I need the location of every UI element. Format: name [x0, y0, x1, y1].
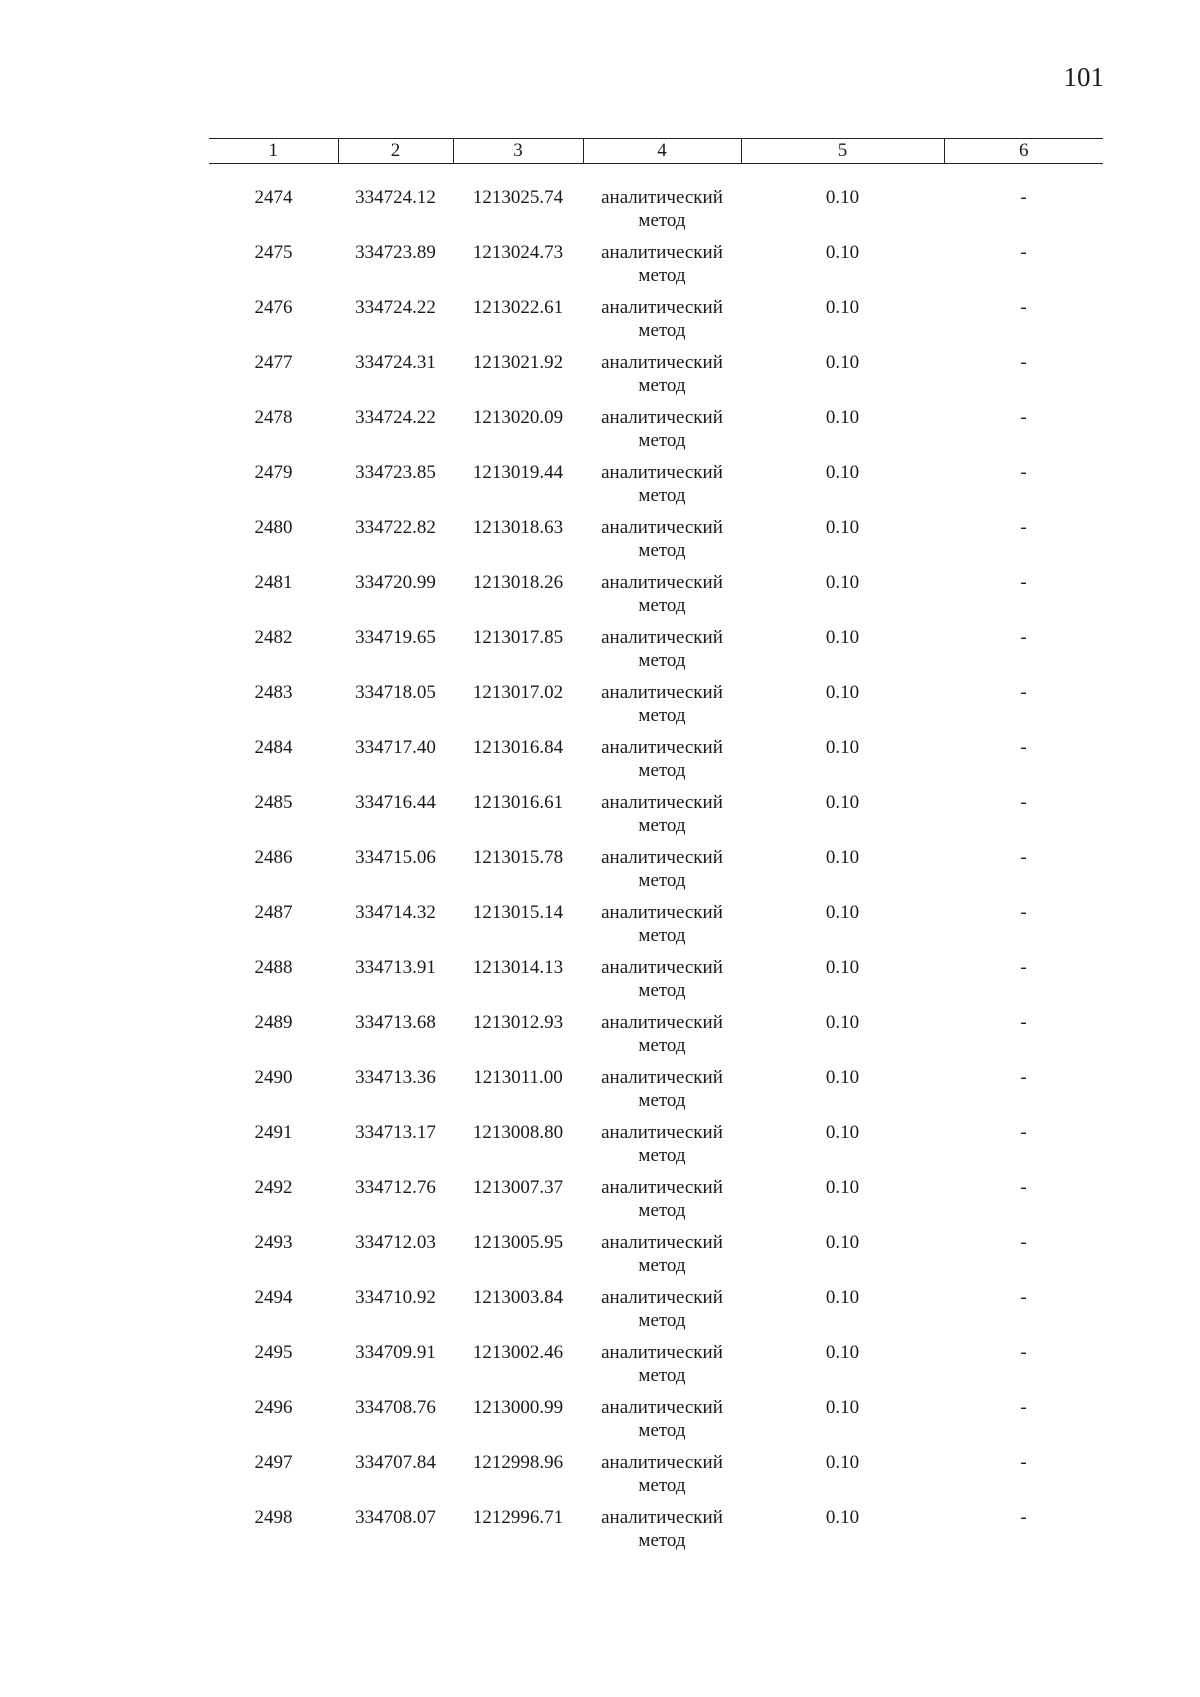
cell-coord-x: 334719.65	[355, 627, 436, 648]
method-line-2: метод	[638, 650, 686, 671]
method-line-2: метод	[638, 1035, 686, 1056]
method-line-2: метод	[638, 485, 686, 506]
table-row	[209, 1011, 1103, 1066]
table-row	[209, 351, 1103, 406]
page-number: 101	[1063, 62, 1104, 92]
method-line-2: метод	[638, 375, 686, 396]
method-line-1: аналитический	[601, 1342, 723, 1363]
cell-coord-x: 334712.03	[355, 1232, 436, 1253]
cell-note: -	[1020, 297, 1027, 318]
cell-method	[583, 571, 741, 626]
method-line-2: метод	[638, 1200, 686, 1221]
cell-coord-x: 334709.91	[355, 1342, 436, 1363]
table-row	[209, 901, 1103, 956]
method-line-2: метод	[638, 870, 686, 891]
cell-accuracy: 0.10	[825, 297, 860, 318]
cell-accuracy: 0.10	[825, 1067, 860, 1088]
cell-note: -	[1020, 407, 1027, 428]
cell-method	[583, 901, 741, 956]
cell-method	[583, 1176, 741, 1231]
method-line-1: аналитический	[601, 352, 723, 373]
method-line-1: аналитический	[601, 517, 723, 538]
cell-coord-y: 1213019.44	[472, 462, 564, 483]
cell-accuracy: 0.10	[825, 242, 860, 263]
method-line-1: аналитический	[601, 1177, 723, 1198]
cell-point-number: 2492	[254, 1177, 293, 1198]
cell-coord-x: 334713.17	[355, 1122, 436, 1143]
cell-accuracy: 0.10	[825, 957, 860, 978]
cell-coord-y: 1213021.92	[472, 352, 564, 373]
method-line-2: метод	[638, 1310, 686, 1331]
cell-accuracy: 0.10	[825, 187, 860, 208]
table-row	[209, 1121, 1103, 1176]
cell-coord-y: 1213003.84	[472, 1287, 564, 1308]
table-body	[209, 164, 1103, 1562]
cell-method	[583, 846, 741, 901]
table-row	[209, 1066, 1103, 1121]
cell-coord-x: 334724.22	[355, 297, 436, 318]
cell-coord-x: 334713.91	[355, 957, 436, 978]
cell-method	[583, 1341, 741, 1396]
table-row	[209, 461, 1103, 516]
method-line-2: метод	[638, 540, 686, 561]
cell-point-number: 2478	[254, 407, 293, 428]
cell-method	[583, 791, 741, 846]
cell-method	[583, 406, 741, 461]
cell-point-number: 2477	[254, 352, 293, 373]
table-row	[209, 1396, 1103, 1451]
method-line-1: аналитический	[601, 242, 723, 263]
cell-note: -	[1020, 1177, 1027, 1198]
cell-coord-y: 1213000.99	[472, 1397, 564, 1418]
cell-note: -	[1020, 572, 1027, 593]
cell-coord-x: 334710.92	[355, 1287, 436, 1308]
column-header: 5	[741, 139, 944, 164]
cell-coord-y: 1213015.78	[472, 847, 564, 868]
coordinates-table	[209, 138, 1103, 1561]
cell-coord-y: 1213007.37	[472, 1177, 564, 1198]
method-line-2: метод	[638, 210, 686, 231]
method-line-1: аналитический	[601, 572, 723, 593]
cell-accuracy: 0.10	[825, 792, 860, 813]
method-line-2: метод	[638, 705, 686, 726]
column-header: 4	[583, 139, 741, 164]
cell-coord-x: 334718.05	[355, 682, 436, 703]
cell-method	[583, 1011, 741, 1066]
method-line-2: метод	[638, 1530, 686, 1551]
table-header	[209, 139, 1103, 164]
cell-point-number: 2493	[254, 1232, 293, 1253]
cell-coord-y: 1213016.84	[472, 737, 564, 758]
cell-method	[583, 296, 741, 351]
cell-accuracy: 0.10	[825, 517, 860, 538]
cell-note: -	[1020, 682, 1027, 703]
cell-point-number: 2475	[254, 242, 293, 263]
cell-accuracy: 0.10	[825, 1012, 860, 1033]
method-line-1: аналитический	[601, 792, 723, 813]
cell-coord-y: 1213015.14	[472, 902, 564, 923]
table-row	[209, 1176, 1103, 1231]
cell-note: -	[1020, 517, 1027, 538]
table-row	[209, 956, 1103, 1011]
cell-coord-y: 1213017.85	[472, 627, 564, 648]
cell-coord-y: 1213020.09	[472, 407, 564, 428]
cell-method	[583, 681, 741, 736]
cell-coord-x: 334714.32	[355, 902, 436, 923]
table-row	[209, 1231, 1103, 1286]
cell-accuracy: 0.10	[825, 1397, 860, 1418]
cell-coord-y: 1213018.63	[472, 517, 564, 538]
cell-coord-x: 334708.76	[355, 1397, 436, 1418]
cell-point-number: 2488	[254, 957, 293, 978]
cell-note: -	[1020, 792, 1027, 813]
cell-coord-x: 334723.89	[355, 242, 436, 263]
method-line-1: аналитический	[601, 1397, 723, 1418]
cell-method	[583, 1451, 741, 1506]
method-line-1: аналитический	[601, 1507, 723, 1528]
cell-point-number: 2484	[254, 737, 293, 758]
cell-point-number: 2487	[254, 902, 293, 923]
cell-point-number: 2481	[254, 572, 293, 593]
cell-note: -	[1020, 1287, 1027, 1308]
cell-point-number: 2498	[254, 1507, 293, 1528]
cell-note: -	[1020, 1012, 1027, 1033]
method-line-2: метод	[638, 815, 686, 836]
cell-coord-y: 1213012.93	[472, 1012, 564, 1033]
cell-coord-x: 334713.36	[355, 1067, 436, 1088]
cell-accuracy: 0.10	[825, 737, 860, 758]
method-line-1: аналитический	[601, 682, 723, 703]
cell-note: -	[1020, 847, 1027, 868]
cell-point-number: 2474	[254, 187, 293, 208]
method-line-1: аналитический	[601, 407, 723, 428]
table-row	[209, 626, 1103, 681]
cell-note: -	[1020, 462, 1027, 483]
table-row	[209, 241, 1103, 296]
table-row	[209, 846, 1103, 901]
cell-point-number: 2482	[254, 627, 293, 648]
cell-coord-x: 334713.68	[355, 1012, 436, 1033]
method-line-1: аналитический	[601, 957, 723, 978]
cell-note: -	[1020, 1122, 1027, 1143]
cell-coord-y: 1212998.96	[472, 1452, 564, 1473]
table-row	[209, 681, 1103, 736]
cell-note: -	[1020, 1342, 1027, 1363]
cell-point-number: 2489	[254, 1012, 293, 1033]
cell-note: -	[1020, 352, 1027, 373]
cell-point-number: 2476	[254, 297, 293, 318]
table-row	[209, 791, 1103, 846]
table-row	[209, 296, 1103, 351]
method-line-2: метод	[638, 1365, 686, 1386]
table-row	[209, 736, 1103, 791]
cell-accuracy: 0.10	[825, 1452, 860, 1473]
cell-note: -	[1020, 1067, 1027, 1088]
cell-coord-y: 1213014.13	[472, 957, 564, 978]
cell-accuracy: 0.10	[825, 1507, 860, 1528]
cell-coord-y: 1213011.00	[473, 1067, 563, 1088]
method-line-2: метод	[638, 1475, 686, 1496]
cell-coord-y: 1212996.71	[472, 1507, 564, 1528]
method-line-1: аналитический	[601, 1452, 723, 1473]
cell-coord-x: 334724.22	[355, 407, 436, 428]
cell-method	[583, 1286, 741, 1341]
cell-accuracy: 0.10	[825, 1342, 860, 1363]
method-line-2: метод	[638, 265, 686, 286]
cell-point-number: 2490	[254, 1067, 293, 1088]
method-line-2: метод	[638, 980, 686, 1001]
method-line-1: аналитический	[601, 847, 723, 868]
method-line-1: аналитический	[601, 902, 723, 923]
table-row	[209, 1506, 1103, 1561]
cell-note: -	[1020, 1232, 1027, 1253]
cell-point-number: 2495	[254, 1342, 293, 1363]
cell-coord-x: 334724.12	[355, 187, 436, 208]
cell-point-number: 2486	[254, 847, 293, 868]
cell-accuracy: 0.10	[825, 627, 860, 648]
cell-method	[583, 516, 741, 571]
cell-method	[583, 1231, 741, 1286]
cell-accuracy: 0.10	[825, 407, 860, 428]
cell-method	[583, 461, 741, 516]
cell-coord-x: 334715.06	[355, 847, 436, 868]
cell-accuracy: 0.10	[825, 352, 860, 373]
cell-note: -	[1020, 1397, 1027, 1418]
cell-coord-x: 334724.31	[355, 352, 436, 373]
method-line-2: метод	[638, 320, 686, 341]
table-row	[209, 1286, 1103, 1341]
method-line-2: метод	[638, 760, 686, 781]
table-row	[209, 1341, 1103, 1396]
method-line-2: метод	[638, 595, 686, 616]
method-line-2: метод	[638, 1145, 686, 1166]
column-header: 1	[209, 139, 338, 164]
cell-method	[583, 1506, 741, 1561]
cell-accuracy: 0.10	[825, 682, 860, 703]
column-header: 3	[453, 139, 583, 164]
cell-point-number: 2497	[254, 1452, 293, 1473]
method-line-1: аналитический	[601, 297, 723, 318]
cell-note: -	[1020, 627, 1027, 648]
table-row	[209, 186, 1103, 241]
cell-note: -	[1020, 1507, 1027, 1528]
cell-note: -	[1020, 737, 1027, 758]
cell-coord-y: 1213016.61	[472, 792, 564, 813]
cell-point-number: 2479	[254, 462, 293, 483]
cell-accuracy: 0.10	[825, 1177, 860, 1198]
cell-coord-x: 334708.07	[355, 1507, 436, 1528]
cell-accuracy: 0.10	[825, 847, 860, 868]
cell-method	[583, 1396, 741, 1451]
cell-point-number: 2494	[254, 1287, 293, 1308]
cell-coord-x: 334712.76	[355, 1177, 436, 1198]
cell-note: -	[1020, 1452, 1027, 1473]
cell-accuracy: 0.10	[825, 1232, 860, 1253]
method-line-1: аналитический	[601, 1287, 723, 1308]
method-line-1: аналитический	[601, 187, 723, 208]
method-line-1: аналитический	[601, 1067, 723, 1088]
cell-coord-x: 334717.40	[355, 737, 436, 758]
table-row	[209, 406, 1103, 461]
cell-method	[583, 736, 741, 791]
cell-coord-y: 1213017.02	[472, 682, 564, 703]
column-header: 2	[338, 139, 453, 164]
cell-coord-x: 334720.99	[355, 572, 436, 593]
method-line-2: метод	[638, 430, 686, 451]
header-spacer	[209, 164, 1103, 187]
method-line-1: аналитический	[601, 737, 723, 758]
column-header: 6	[944, 139, 1103, 164]
cell-note: -	[1020, 957, 1027, 978]
cell-note: -	[1020, 187, 1027, 208]
cell-coord-y: 1213008.80	[472, 1122, 564, 1143]
cell-coord-y: 1213002.46	[472, 1342, 564, 1363]
method-line-2: метод	[638, 925, 686, 946]
cell-method	[583, 186, 741, 241]
cell-accuracy: 0.10	[825, 1122, 860, 1143]
cell-coord-y: 1213018.26	[472, 572, 564, 593]
cell-coord-x: 334716.44	[355, 792, 436, 813]
cell-accuracy: 0.10	[825, 572, 860, 593]
table-row	[209, 571, 1103, 626]
cell-point-number: 2491	[254, 1122, 293, 1143]
cell-point-number: 2496	[254, 1397, 293, 1418]
cell-coord-y: 1213024.73	[472, 242, 564, 263]
cell-coord-x: 334722.82	[355, 517, 436, 538]
method-line-1: аналитический	[601, 1122, 723, 1143]
cell-accuracy: 0.10	[825, 462, 860, 483]
cell-coord-x: 334707.84	[355, 1452, 436, 1473]
cell-coord-x: 334723.85	[355, 462, 436, 483]
cell-method	[583, 956, 741, 1011]
cell-method	[583, 1066, 741, 1121]
cell-method	[583, 1121, 741, 1176]
method-line-1: аналитический	[601, 1232, 723, 1253]
method-line-2: метод	[638, 1090, 686, 1111]
cell-accuracy: 0.10	[825, 1287, 860, 1308]
method-line-2: метод	[638, 1255, 686, 1276]
table-row	[209, 516, 1103, 571]
cell-method	[583, 626, 741, 681]
cell-coord-y: 1213025.74	[472, 187, 564, 208]
method-line-1: аналитический	[601, 627, 723, 648]
method-line-1: аналитический	[601, 1012, 723, 1033]
cell-note: -	[1020, 242, 1027, 263]
cell-point-number: 2483	[254, 682, 293, 703]
cell-coord-y: 1213005.95	[472, 1232, 564, 1253]
header-row	[209, 139, 1103, 164]
cell-point-number: 2480	[254, 517, 293, 538]
method-line-1: аналитический	[601, 462, 723, 483]
table-row	[209, 1451, 1103, 1506]
cell-note: -	[1020, 902, 1027, 923]
cell-coord-y: 1213022.61	[472, 297, 564, 318]
method-line-2: метод	[638, 1420, 686, 1441]
cell-method	[583, 351, 741, 406]
cell-point-number: 2485	[254, 792, 293, 813]
cell-accuracy: 0.10	[825, 902, 860, 923]
cell-method	[583, 241, 741, 296]
